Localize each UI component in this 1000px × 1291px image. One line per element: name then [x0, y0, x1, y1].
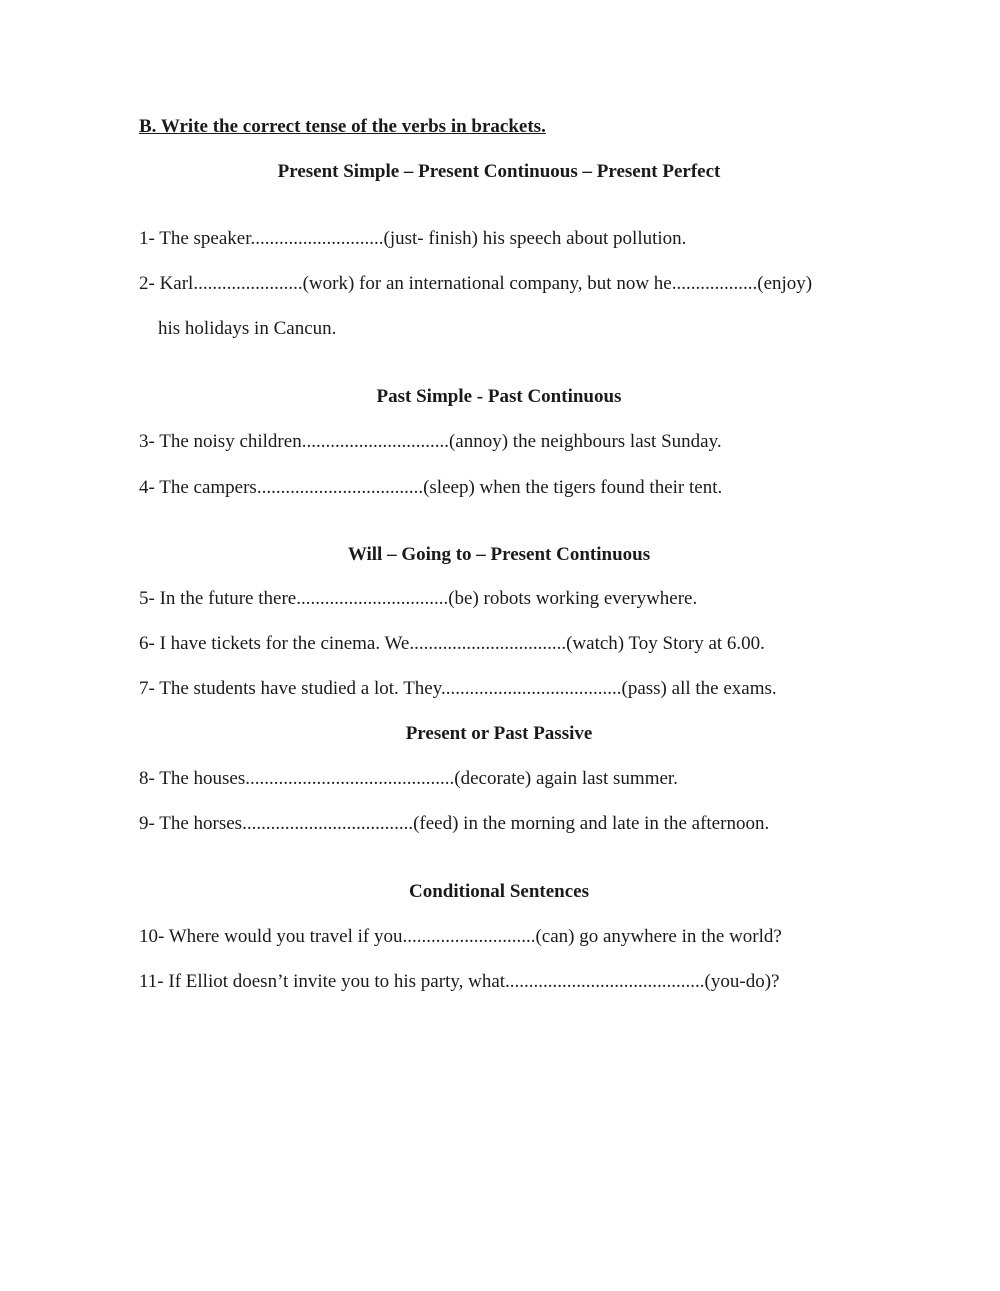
question-11: 11- If Elliot doesn’t invite you to his party, what..........................................(you-do)? [139, 971, 780, 992]
section-heading-conditionals: Conditional Sentences [409, 881, 589, 902]
section-heading-future-forms: Will – Going to – Present Continuous [347, 544, 651, 565]
question-5: 5- In the future there................................(be) robots working everywhere. [139, 588, 698, 609]
question-8: 8- The houses............................................(decorate) again last summer. [139, 768, 678, 789]
question-2: 2- Karl.......................(work) for an international company, but now he..................(enjoy) [139, 273, 813, 294]
question-10: 10- Where would you travel if you............................(can) go anywhere in the world? [139, 926, 782, 947]
question-1: 1- The speaker............................(just- finish) his speech about pollution. [139, 228, 687, 249]
question-4: 4- The campers...................................(sleep) when the tigers found their tent. [139, 477, 723, 498]
question-3: 3- The noisy children...............................(annoy) the neighbours last Sunday. [139, 431, 722, 452]
question-2-continuation: his holidays in Cancun. [158, 318, 337, 339]
exercise-title: B. Write the correct tense of the verbs in brackets. [139, 116, 546, 137]
section-heading-present-tenses: Present Simple – Present Continuous – Present Perfect [277, 161, 721, 182]
section-heading-past-tenses: Past Simple - Past Continuous [376, 386, 622, 407]
question-9: 9- The horses....................................(feed) in the morning and late in the afternoon. [139, 813, 770, 834]
question-6: 6- I have tickets for the cinema. We.................................(watch) Toy Story at 6.00. [139, 633, 765, 654]
section-heading-passive: Present or Past Passive [405, 723, 593, 744]
question-7: 7- The students have studied a lot. They......................................(pass) all the exams. [139, 678, 777, 699]
